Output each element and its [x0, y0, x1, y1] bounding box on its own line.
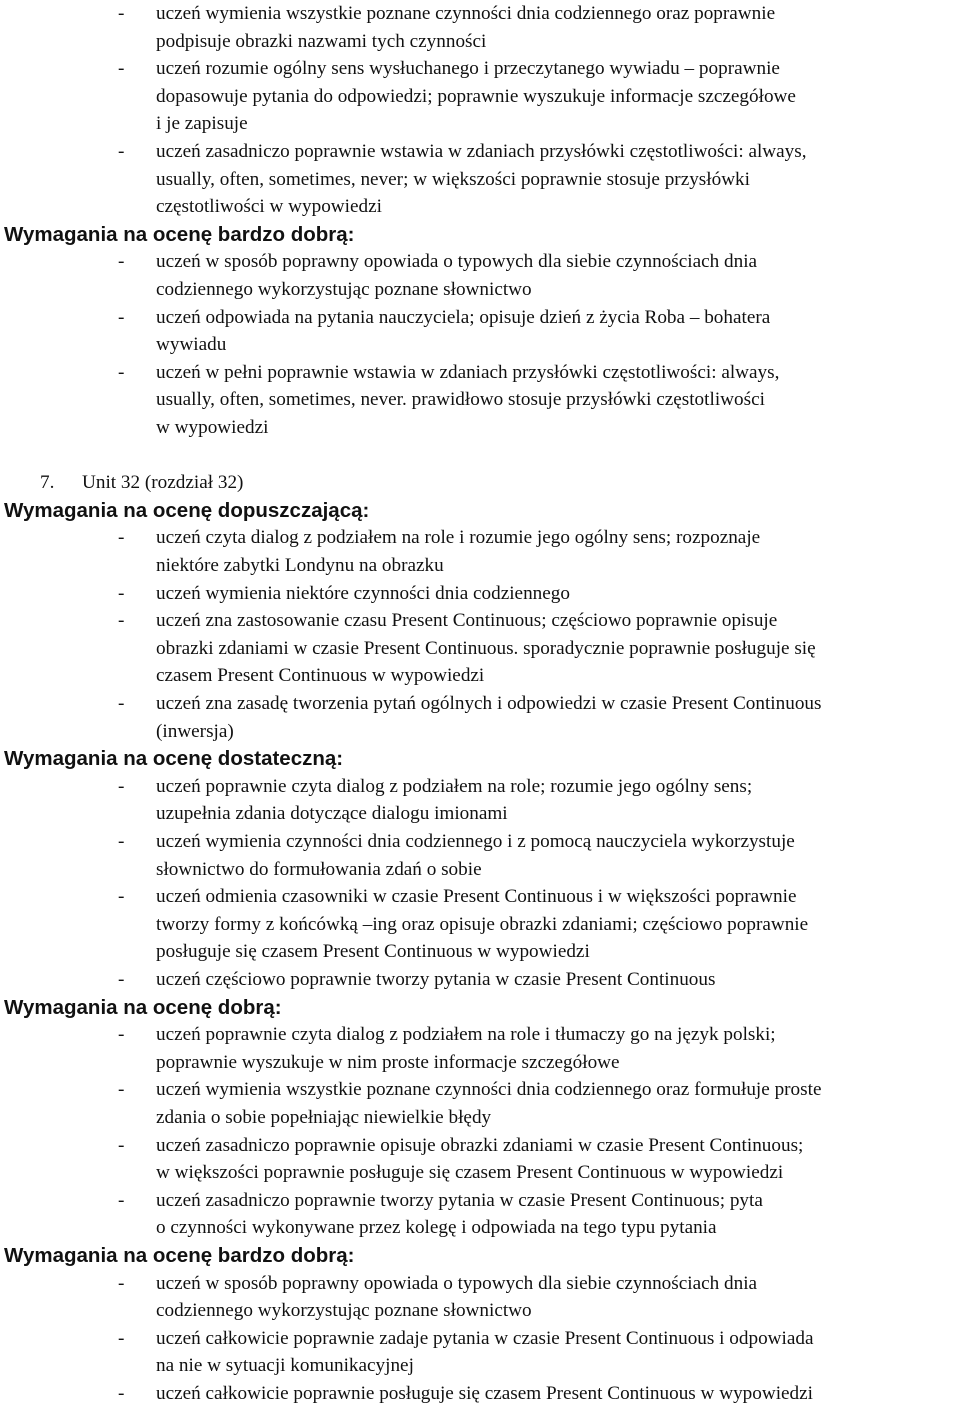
list-item: uczeń całkowicie poprawnie posługuje się czasem Present Continuous w wypowiedzi — [156, 1383, 813, 1404]
list-item-continuation: tworzy formy z końcówką –ing oraz opisuje obrazki zdaniami; częściowo poprawnie — [156, 913, 809, 935]
list-item-continuation: usually, often, sometimes, never; w większości poprawnie stosuje przysłówki — [156, 168, 750, 190]
bullet-dash: - — [118, 1272, 125, 1294]
list-item-continuation: niektóre zabytki Londynu na obrazku — [156, 555, 444, 576]
list-item: uczeń poprawnie czyta dialog z podziałem na role i tłumaczy go na język polski; — [156, 1024, 776, 1046]
list-item: uczeń rozumie ogólny sens wysłuchanego i przeczytanego wywiadu – poprawnie — [156, 58, 780, 80]
bullet-dash: - — [118, 306, 125, 328]
bullet-dash: - — [118, 610, 125, 632]
list-item-continuation: na nie w sytuacji komunikacyjnej — [156, 1355, 414, 1377]
bullet-dash: - — [118, 141, 125, 162]
unit-title: Unit 32 (rozdział 32) — [82, 472, 244, 494]
list-item-continuation: podpisuje obrazki nazwami tych czynności — [156, 30, 487, 52]
bullet-dash: - — [118, 886, 125, 908]
section-heading: Wymagania na ocenę bardzo dobrą: — [4, 222, 355, 246]
list-item: uczeń czyta dialog z podziałem na role i rozumie jego ogólny sens; rozpoznaje — [156, 527, 761, 549]
bullet-dash: - — [118, 527, 125, 549]
list-item-continuation: poprawnie wyszukuje w nim proste informacje szczegółowe — [156, 1051, 620, 1073]
list-item-continuation: i je zapisuje — [156, 113, 248, 135]
section-heading: Wymagania na ocenę bardzo dobrą: — [4, 1244, 355, 1267]
list-item: uczeń zasadniczo poprawnie wstawia w zdaniach przysłówki częstotliwości: always, — [156, 141, 807, 162]
bullet-dash: - — [118, 693, 125, 714]
list-item: uczeń zna zasadę tworzenia pytań ogólnych i odpowiedzi w czasie Present Continuous — [156, 693, 822, 714]
bullet-dash: - — [118, 251, 125, 273]
list-item: uczeń odmienia czasowniki w czasie Present Continuous i w większości poprawnie — [156, 886, 797, 908]
list-item-continuation: w większości poprawnie posługuje się czasem Present Continuous w wypowiedzi — [156, 1162, 784, 1184]
list-item-continuation: posługuje się czasem Present Continuous w wypowiedzi — [156, 941, 590, 963]
list-item-continuation: uzupełnia zdania dotyczące dialogu imionami — [156, 803, 508, 825]
list-item-continuation: dopasowuje pytania do odpowiedzi; poprawnie wyszukuje informacje szczegółowe — [156, 85, 796, 107]
bullet-dash: - — [118, 1079, 125, 1101]
list-item: uczeń zna zastosowanie czasu Present Continuous; częściowo poprawnie opisuje — [156, 610, 778, 632]
bullet-dash: - — [118, 1024, 125, 1046]
bullet-dash: - — [118, 1189, 125, 1211]
section-heading: Wymagania na ocenę dopuszczającą: — [4, 498, 370, 522]
unit-number: 7. — [40, 472, 55, 494]
bullet-dash: - — [118, 1134, 125, 1156]
list-item: uczeń całkowicie poprawnie zadaje pytania w czasie Present Continuous i odpowiada — [156, 1327, 814, 1349]
list-item: uczeń zasadniczo poprawnie opisuje obrazki zdaniami w czasie Present Continuous; — [156, 1134, 804, 1156]
list-item: uczeń w sposób poprawny opowiada o typowych dla siebie czynnościach dnia — [156, 251, 758, 273]
list-item: uczeń wymienia wszystkie poznane czynności dnia codziennego oraz formułuje proste — [156, 1079, 822, 1101]
section-heading: Wymagania na ocenę dobrą: — [4, 995, 282, 1019]
list-item-continuation: codziennego wykorzystując poznane słownictwo — [156, 279, 532, 300]
bullet-dash: - — [118, 58, 125, 80]
bullet-dash: - — [118, 361, 125, 383]
list-item-continuation: wywiadu — [156, 334, 227, 356]
list-item: uczeń wymienia wszystkie poznane czynności dnia codziennego oraz poprawnie — [156, 3, 776, 24]
list-item: uczeń w pełni poprawnie wstawia w zdaniach przysłówki częstotliwości: always, — [156, 361, 780, 383]
list-item: uczeń w sposób poprawny opowiada o typowych dla siebie czynnościach dnia — [156, 1272, 758, 1294]
list-item: uczeń poprawnie czyta dialog z podziałem na role; rozumie jego ogólny sens; — [156, 775, 753, 797]
list-item: uczeń wymienia czynności dnia codziennego i z pomocą nauczyciela wykorzystuje — [156, 831, 795, 852]
list-item-continuation: w wypowiedzi — [156, 417, 269, 438]
list-item-continuation: częstotliwości w wypowiedzi — [156, 196, 382, 218]
list-item: uczeń wymienia niektóre czynności dnia codziennego — [156, 582, 570, 604]
list-item: uczeń zasadniczo poprawnie tworzy pytania w czasie Present Continuous; pyta — [156, 1189, 763, 1211]
list-item-continuation: o czynności wykonywane przez kolegę i odpowiada na tego typu pytania — [156, 1217, 717, 1239]
bullet-dash: - — [118, 1327, 125, 1349]
list-item-continuation: (inwersja) — [156, 720, 234, 742]
list-item: uczeń odpowiada na pytania nauczyciela; opisuje dzień z życia Roba – bohatera — [156, 306, 771, 328]
bullet-dash: - — [118, 775, 125, 797]
bullet-dash: - — [118, 1383, 125, 1404]
list-item-continuation: zdania o sobie popełniając niewielkie błędy — [156, 1107, 492, 1128]
section-heading: Wymagania na ocenę dostateczną: — [4, 747, 344, 771]
bullet-dash: - — [118, 3, 125, 24]
list-item: uczeń częściowo poprawnie tworzy pytania w czasie Present Continuous — [156, 969, 716, 990]
bullet-dash: - — [118, 969, 125, 990]
bullet-dash: - — [118, 831, 125, 852]
list-item-continuation: usually, often, sometimes, never. prawidłowo stosuje przysłówki częstotliwości — [156, 389, 765, 411]
list-item-continuation: obrazki zdaniami w czasie Present Continuous. sporadycznie poprawnie posługuje się — [156, 637, 816, 659]
list-item-continuation: słownictwo do formułowania zdań o sobie — [156, 858, 482, 880]
bullet-dash: - — [118, 582, 125, 604]
list-item-continuation: codziennego wykorzystując poznane słownictwo — [156, 1300, 532, 1322]
list-item-continuation: czasem Present Continuous w wypowiedzi — [156, 665, 485, 687]
